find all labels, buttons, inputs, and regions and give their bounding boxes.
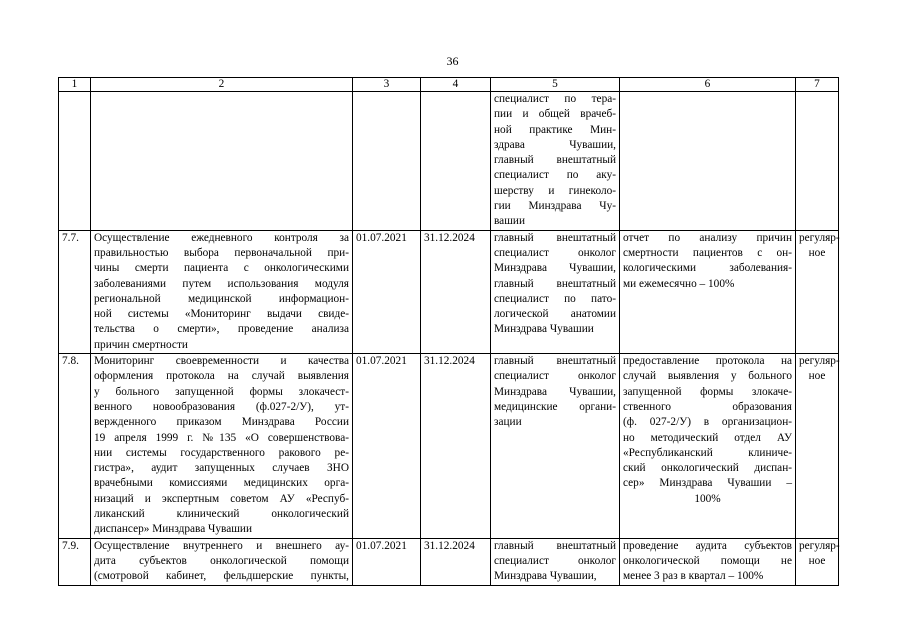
- task-line: диспансер» Минздрава Чувашии: [94, 523, 253, 536]
- column-number: 3: [353, 78, 421, 92]
- executors-line: главный внештатный: [494, 277, 616, 290]
- executors-cell: [491, 538, 620, 585]
- executors-line: вашии: [494, 215, 525, 228]
- task-line: у больного запущенной формы злокачест-: [94, 385, 349, 398]
- result-line: кологическими заболевания-: [623, 262, 792, 275]
- task-line: ликанский клинический онкологический: [94, 508, 349, 521]
- type-cell: [796, 538, 839, 585]
- task-line: тельства о смерти», проведение анализа: [94, 323, 349, 336]
- result-line: 100%: [694, 492, 721, 505]
- task-line: Мониторинг своевременности и качества: [94, 355, 349, 368]
- executors-line: шерству и гинеколо-: [494, 184, 616, 197]
- result-line: запущенной формы злокаче-: [623, 385, 792, 398]
- type-cell: [796, 92, 839, 231]
- table-row: [59, 538, 839, 585]
- executors-line: специалист онколог: [494, 554, 616, 567]
- executors-line: Минздрава Чувашии,: [494, 570, 597, 583]
- executors-line: главный внештатный: [494, 539, 616, 552]
- table-row: [59, 354, 839, 539]
- task-line: региональной медицинской информацион-: [94, 292, 349, 305]
- task-cell: [91, 230, 353, 353]
- start-date-cell: [353, 92, 421, 231]
- task-line: ной системы «Мониторинг выдачи свиде-: [94, 308, 349, 321]
- end-date: 31.12.2024: [421, 538, 491, 585]
- end-date: 31.12.2024: [421, 230, 491, 353]
- task-line: нии системы государственного ракового ре-: [94, 446, 349, 459]
- executors-line: специалист по тера-: [494, 93, 616, 105]
- result-cell: [620, 92, 796, 231]
- task-line: правильностью выбора первоначальной при-: [94, 246, 349, 259]
- task-line: (смотровой кабинет, фельдшерские пункты,: [94, 570, 349, 583]
- executors-line: специалист онколог: [494, 370, 616, 383]
- result-line: онкологической помощи не: [623, 554, 792, 567]
- task-line: вержденного приказом Минздрава России: [94, 416, 349, 429]
- executors-cell: [491, 92, 620, 231]
- type-line: регуляр-: [799, 539, 840, 552]
- executors-line: здрава Чувашии,: [494, 138, 616, 151]
- result-line: предоставление протокола на: [623, 355, 792, 368]
- start-date: 01.07.2021: [353, 538, 421, 585]
- type-line: ное: [808, 370, 826, 383]
- column-number-row: [59, 78, 839, 92]
- result-line: проведение аудита субъектов: [623, 539, 792, 552]
- column-number: 7: [796, 78, 839, 92]
- column-number: 6: [620, 78, 796, 92]
- task-line: чины смерти пациента с онкологическими: [94, 262, 349, 275]
- executors-line: специалист онколог: [494, 246, 616, 259]
- task-line: Осуществление ежедневного контроля за: [94, 231, 349, 244]
- type-cell: [796, 230, 839, 353]
- task-cell: [91, 92, 353, 231]
- column-number: 1: [59, 78, 91, 92]
- executors-line: специалист по пато-: [494, 292, 616, 305]
- task-line: Осуществление внутреннего и внешнего ау-: [94, 539, 349, 552]
- table-row: [59, 230, 839, 353]
- result-line: сер» Минздрава Чувашии –: [623, 477, 792, 490]
- executors-line: зации: [494, 416, 522, 429]
- executors-line: специалист по аку-: [494, 169, 616, 182]
- num-cell: [59, 92, 91, 231]
- result-line: смертности пациентов с он-: [623, 246, 792, 259]
- result-line: ский онкологический диспан-: [623, 462, 792, 475]
- task-line: 19 апреля 1999 г. №135 «О совершенствова-: [94, 431, 349, 444]
- end-date: 31.12.2024: [421, 354, 491, 539]
- task-line: оформления протокола на случай выявления: [94, 370, 349, 383]
- column-number: 5: [491, 78, 620, 92]
- executors-line: Минздрава Чувашии,: [494, 385, 616, 398]
- type-line: ное: [808, 554, 826, 567]
- start-date: 01.07.2021: [353, 354, 421, 539]
- executors-line: пии и общей врачеб-: [494, 108, 616, 121]
- start-date: 01.07.2021: [353, 230, 421, 353]
- executors-line: гии Минздрава Чу-: [494, 200, 616, 213]
- task-line: заболеваниями путем использования модуля: [94, 277, 349, 290]
- executors-line: Минздрава Чувашии: [494, 323, 594, 336]
- end-date-cell: [421, 92, 491, 231]
- executors-line: главный внештатный: [494, 154, 616, 167]
- result-line: но методический отдел АУ: [623, 431, 792, 444]
- result-line: (ф. 027-2/У) в организацион-: [623, 416, 792, 429]
- result-cell: [620, 538, 796, 585]
- activity-plan-table: [58, 77, 839, 586]
- executors-cell: [491, 354, 620, 539]
- type-line: регуляр-: [799, 231, 840, 244]
- type-line: ное: [808, 246, 826, 259]
- task-line: причин смертности: [94, 338, 188, 351]
- executors-line: Минздрава Чувашии,: [494, 262, 616, 275]
- executors-line: главный внештатный: [494, 231, 616, 244]
- type-cell: [796, 354, 839, 539]
- item-number: 7.9.: [59, 538, 91, 585]
- executors-cell: [491, 230, 620, 353]
- result-line: ми ежемесячно – 100%: [623, 277, 735, 290]
- executors-line: логической анатомии: [494, 308, 616, 321]
- task-line: низаций и экспертным советом АУ «Респуб-: [94, 492, 349, 505]
- item-number: 7.7.: [59, 230, 91, 353]
- result-line: ственного образования: [623, 400, 792, 413]
- result-cell: [620, 354, 796, 539]
- executors-line: главный внештатный: [494, 355, 616, 368]
- executors-line: медицинские органи-: [494, 400, 616, 413]
- task-line: врачебными комиссиями медицинских орга-: [94, 477, 349, 490]
- task-line: дита субъектов онкологической помощи: [94, 554, 349, 567]
- continuation-row: [59, 92, 839, 231]
- column-number: 2: [91, 78, 353, 92]
- item-number: 7.8.: [59, 354, 91, 539]
- task-cell: [91, 354, 353, 539]
- result-line: случай выявления у больного: [623, 370, 792, 383]
- task-line: венного новообразования (ф.027-2/У), ут-: [94, 400, 349, 413]
- type-line: регуляр-: [799, 355, 840, 368]
- result-line: отчет по анализу причин: [623, 231, 792, 244]
- result-line: «Республиканский клиниче-: [623, 446, 792, 459]
- executors-line: ной практике Мин-: [494, 123, 616, 136]
- task-cell: [91, 538, 353, 585]
- page-number: 36: [446, 54, 459, 68]
- column-number: 4: [421, 78, 491, 92]
- task-line: гистра», аудит запущенных случаев ЗНО: [94, 462, 349, 475]
- result-line: менее 3 раз в квартал – 100%: [623, 570, 764, 583]
- result-cell: [620, 230, 796, 353]
